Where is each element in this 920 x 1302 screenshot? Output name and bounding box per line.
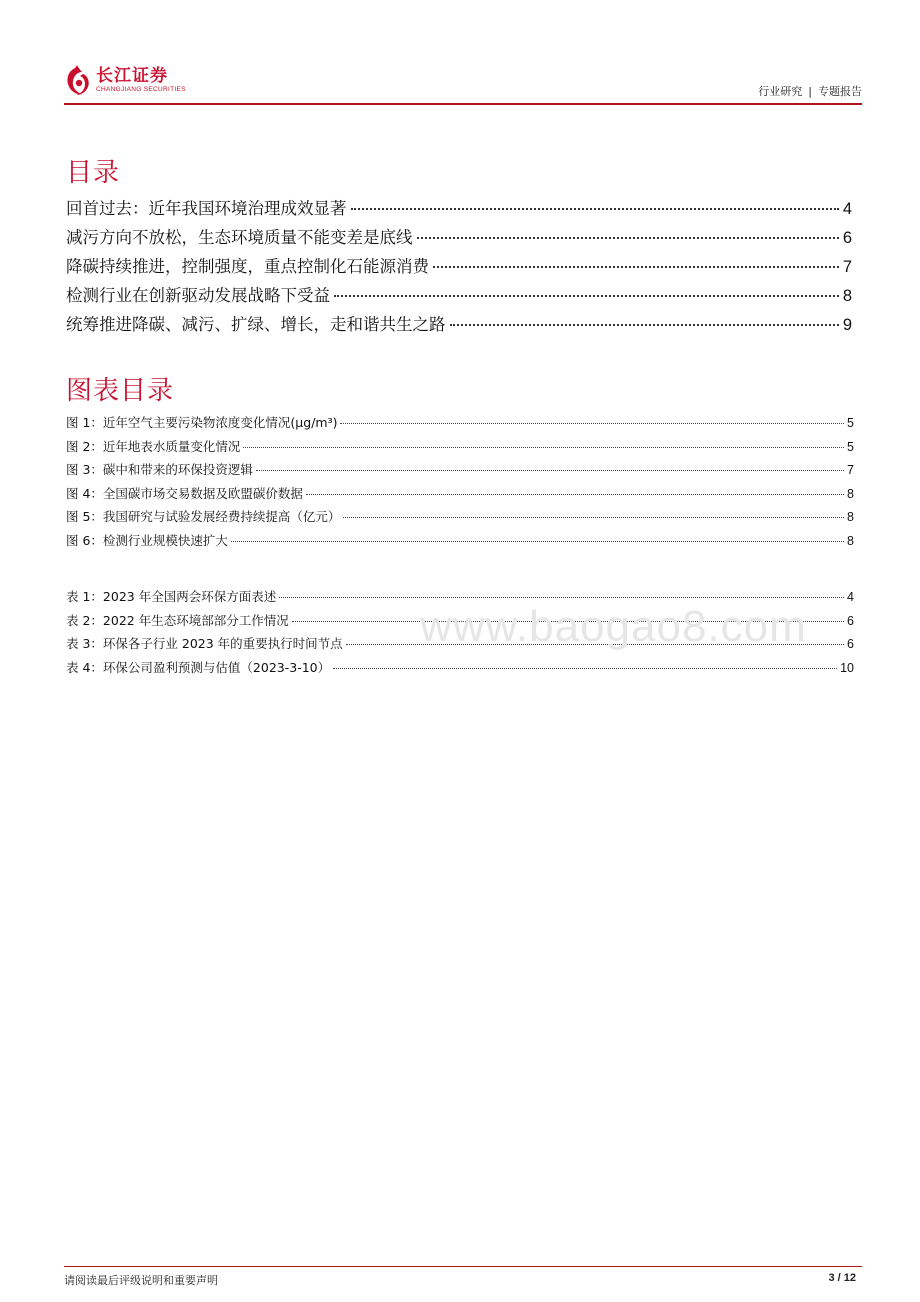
logo-chinese-name: 长江证券 xyxy=(96,66,168,87)
figure-entry-page: 7 xyxy=(847,463,854,477)
figure-list xyxy=(66,413,854,554)
toc-entry-title: 检测行业在创新驱动发展战略下受益 xyxy=(66,286,330,305)
footer-rule xyxy=(64,1266,862,1267)
header-separator: | xyxy=(808,85,812,98)
leader-dots xyxy=(243,447,844,448)
table-entry-page: 6 xyxy=(847,613,854,628)
figure-entry[interactable] xyxy=(66,413,854,437)
leader-dots xyxy=(231,541,844,542)
figure-entry-title: 图 5：我国研究与试验发展经费持续提高（亿元） xyxy=(66,509,341,524)
report-type-label: 专题报告 xyxy=(818,85,862,98)
watermark: www.baogao8.com xyxy=(420,602,807,651)
toc-title: 目录 xyxy=(66,158,121,188)
figure-entry-title: 图 3：碳中和带来的环保投资逻辑 xyxy=(66,462,253,477)
leader-dots xyxy=(343,517,844,518)
leader-dots xyxy=(340,423,844,424)
page-header xyxy=(64,62,862,104)
toc-entry[interactable] xyxy=(66,282,852,311)
toc-entry-title: 统筹推进降碳、减污、扩绿、增长，走和谐共生之路 xyxy=(66,315,446,334)
report-category xyxy=(758,83,862,99)
table-entry-page: 10 xyxy=(840,660,854,675)
leader-dots xyxy=(417,237,839,239)
header-rule xyxy=(64,103,862,105)
figure-entry-title: 图 6：检测行业规模快速扩大 xyxy=(66,532,228,548)
figure-entry-title: 图 4：全国碳市场交易数据及欧盟碳价数据 xyxy=(66,485,303,501)
footer-disclaimer: 请阅读最后评级说明和重要声明 xyxy=(64,1274,218,1287)
figure-entry[interactable] xyxy=(66,460,854,484)
table-entry-title: 表 1：2023 年全国两会环保方面表述 xyxy=(66,589,277,604)
table-entry-title: 表 2：2022 年生态环境部部分工作情况 xyxy=(66,612,289,628)
toc-entry-page: 4 xyxy=(842,200,852,218)
table-entry-page: 6 xyxy=(847,637,854,651)
leader-dots xyxy=(351,208,839,210)
logo-english-name: CHANGJIANG SECURITIES xyxy=(96,86,186,94)
toc-entry[interactable] xyxy=(66,311,852,340)
table-entry-page: 4 xyxy=(847,590,854,604)
figures-toc-title: 图表目录 xyxy=(66,376,175,406)
leader-dots xyxy=(433,266,839,268)
toc-entry[interactable] xyxy=(66,195,852,224)
table-entry-title: 表 3：环保各子行业 2023 年的重要执行时间节点 xyxy=(66,636,343,651)
leader-dots xyxy=(256,470,844,471)
leader-dots xyxy=(279,597,844,598)
table-entry-title: 表 4：环保公司盈利预测与估值（2023-3-10） xyxy=(66,659,331,675)
toc-entry-title: 回首过去：近年我国环境治理成效显著 xyxy=(66,199,347,218)
leader-dots xyxy=(333,668,837,669)
figure-entry-page: 8 xyxy=(847,533,854,548)
toc-entry-title: 降碳持续推进，控制强度，重点控制化石能源消费 xyxy=(66,257,429,276)
phoenix-logo-icon xyxy=(64,64,92,98)
toc-list xyxy=(66,195,852,340)
toc-entry-page: 7 xyxy=(842,258,852,276)
toc-entry-page: 6 xyxy=(842,229,852,247)
toc-entry[interactable] xyxy=(66,253,852,282)
figure-entry-page: 8 xyxy=(847,486,854,501)
table-entry[interactable] xyxy=(66,658,854,682)
figure-entry[interactable] xyxy=(66,437,854,461)
figure-entry-page: 5 xyxy=(847,439,854,454)
toc-entry[interactable] xyxy=(66,224,852,253)
leader-dots xyxy=(450,324,839,326)
toc-entry-page: 9 xyxy=(842,316,852,334)
figure-entry[interactable] xyxy=(66,531,854,555)
page-number: 3 / 12 xyxy=(828,1272,856,1284)
leader-dots xyxy=(334,295,839,297)
figure-entry-title: 图 1：近年空气主要污染物浓度变化情况(μg/m³) xyxy=(66,415,338,430)
toc-entry-page: 8 xyxy=(842,287,852,305)
figure-entry[interactable] xyxy=(66,484,854,508)
figure-entry-page: 5 xyxy=(847,416,854,430)
company-logo xyxy=(64,64,186,98)
figure-entry-title: 图 2：近年地表水质量变化情况 xyxy=(66,438,241,454)
category-label: 行业研究 xyxy=(758,85,803,98)
figure-entry-page: 8 xyxy=(847,510,854,524)
leader-dots xyxy=(306,494,844,495)
toc-entry-title: 减污方向不放松，生态环境质量不能变差是底线 xyxy=(66,228,413,247)
figure-entry[interactable] xyxy=(66,507,854,531)
